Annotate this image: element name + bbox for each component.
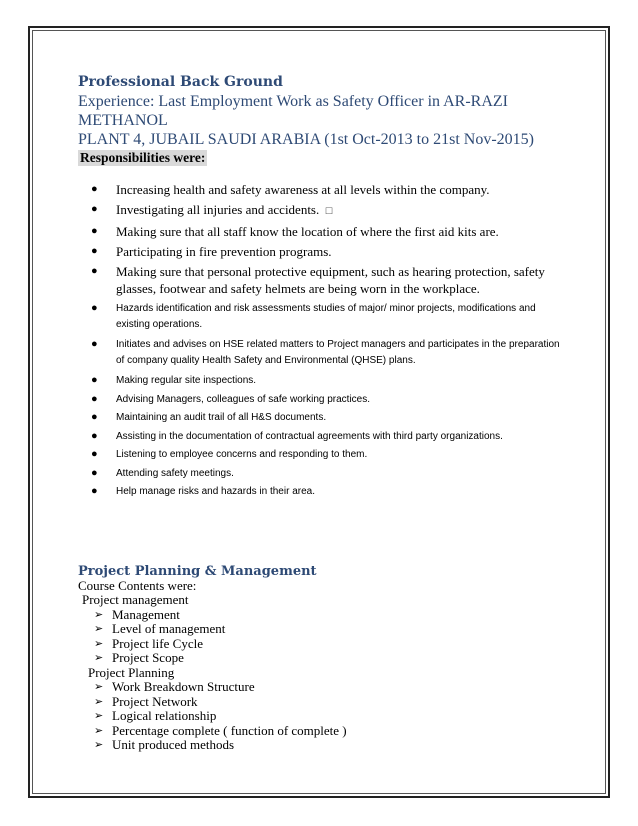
experience-text xyxy=(78,92,566,149)
list-item: ➢ Level of management xyxy=(94,621,226,636)
list-item: ● Hazards identification and risk assessments studies of major/ minor projects, modifications and existing operations. xyxy=(91,302,536,330)
arrow-bullet-icon: ➢ xyxy=(94,695,104,708)
bullet-icon: ● xyxy=(91,448,98,460)
list-item: ● Making sure that personal protective equipment, such as hearing protection, safety glasses, footwear and safety helmets are being worn in the workplace. xyxy=(91,264,545,296)
bullet-icon: ● xyxy=(91,225,98,237)
list-item: ● Participating in fire prevention programs. xyxy=(91,244,332,259)
course-contents xyxy=(78,579,566,753)
bullet-icon: ● xyxy=(91,411,98,423)
missing-glyph-icon: □ xyxy=(325,205,333,217)
arrow-bullet-icon: ➢ xyxy=(94,724,104,737)
arrow-bullet-icon: ➢ xyxy=(94,637,104,650)
bullet-icon: ● xyxy=(91,302,98,314)
list-item: ● Maintaining an audit trail of all H&S documents. xyxy=(78,410,566,426)
group-label-project-planning: Project Planning xyxy=(88,664,175,680)
project-heading: Project Planning & Management xyxy=(78,563,317,579)
course-label: Course Contents were: xyxy=(78,577,197,593)
bullet-icon: ● xyxy=(91,245,98,257)
bullet-icon: ● xyxy=(91,429,98,442)
list-item: ➢ Logical relationship xyxy=(94,708,217,723)
arrow-bullet-icon: ➢ xyxy=(94,608,104,621)
bullet-icon: ● xyxy=(91,265,98,277)
list-item: ● Initiates and advises on HSE related matters to Project managers and participates in the preparation of company quality Health Safety and Environmental (QHSE) plans. xyxy=(91,338,560,366)
arrow-bullet-icon: ➢ xyxy=(94,710,104,722)
list-item: ● Increasing health and safety awareness at all levels within the company. xyxy=(91,182,490,197)
professional-heading: Professional Back Ground xyxy=(78,74,283,90)
list-item: ➢ Percentage complete ( function of complete ) xyxy=(94,722,347,738)
list-item: ● Help manage risks and hazards in their area. xyxy=(78,484,566,500)
project-planning-list xyxy=(78,680,566,753)
bullet-icon: ● xyxy=(91,203,98,215)
bullet-icon: ● xyxy=(91,338,98,350)
bullet-icon: ● xyxy=(91,466,98,479)
experience-line-2: PLANT 4, JUBAIL SAUDI ARABIA (1st Oct-2013 to 21st Nov-2015) xyxy=(78,131,534,148)
arrow-bullet-icon: ➢ xyxy=(94,652,104,664)
list-item: ➢ Management xyxy=(94,606,180,622)
list-item: ➢ Project life Cycle xyxy=(94,635,203,651)
bullet-icon: ● xyxy=(91,183,98,195)
arrow-bullet-icon: ➢ xyxy=(94,739,104,751)
list-item: ● Investigating all injuries and accidents. □ xyxy=(91,202,333,217)
responsibilities-list xyxy=(78,181,566,500)
document-body xyxy=(78,74,566,753)
list-item: ➢ Unit produced methods xyxy=(94,737,235,752)
list-item: ➢ Work Breakdown Structure xyxy=(94,679,255,694)
arrow-bullet-icon: ➢ xyxy=(94,681,104,693)
arrow-bullet-icon: ➢ xyxy=(94,623,104,635)
list-item: ● Attending safety meetings. xyxy=(78,466,566,482)
experience-line-1: Experience: Last Employment Work as Safety Officer in AR-RAZI METHANOL xyxy=(78,93,509,129)
list-item: ● Assisting in the documentation of contractual agreements with third party organizations. xyxy=(78,429,566,445)
bullet-icon: ● xyxy=(91,392,98,405)
list-item: ➢ Project Network xyxy=(94,693,198,709)
list-item: ➢ Project Scope xyxy=(94,650,184,665)
responsibilities-label: Responsibilities were: xyxy=(80,150,206,165)
bullet-icon: ● xyxy=(91,374,98,386)
list-item: ● Listening to employee concerns and responding to them. xyxy=(78,447,566,463)
project-management-list xyxy=(78,608,566,666)
list-item: ● Making sure that all staff know the location of where the first aid kits are. xyxy=(91,224,499,239)
list-item: ● Advising Managers, colleagues of safe working practices. xyxy=(78,392,566,408)
bullet-icon: ● xyxy=(91,485,98,497)
list-item: ● Making regular site inspections. xyxy=(78,373,566,389)
group-label-project-management: Project management xyxy=(82,592,189,607)
